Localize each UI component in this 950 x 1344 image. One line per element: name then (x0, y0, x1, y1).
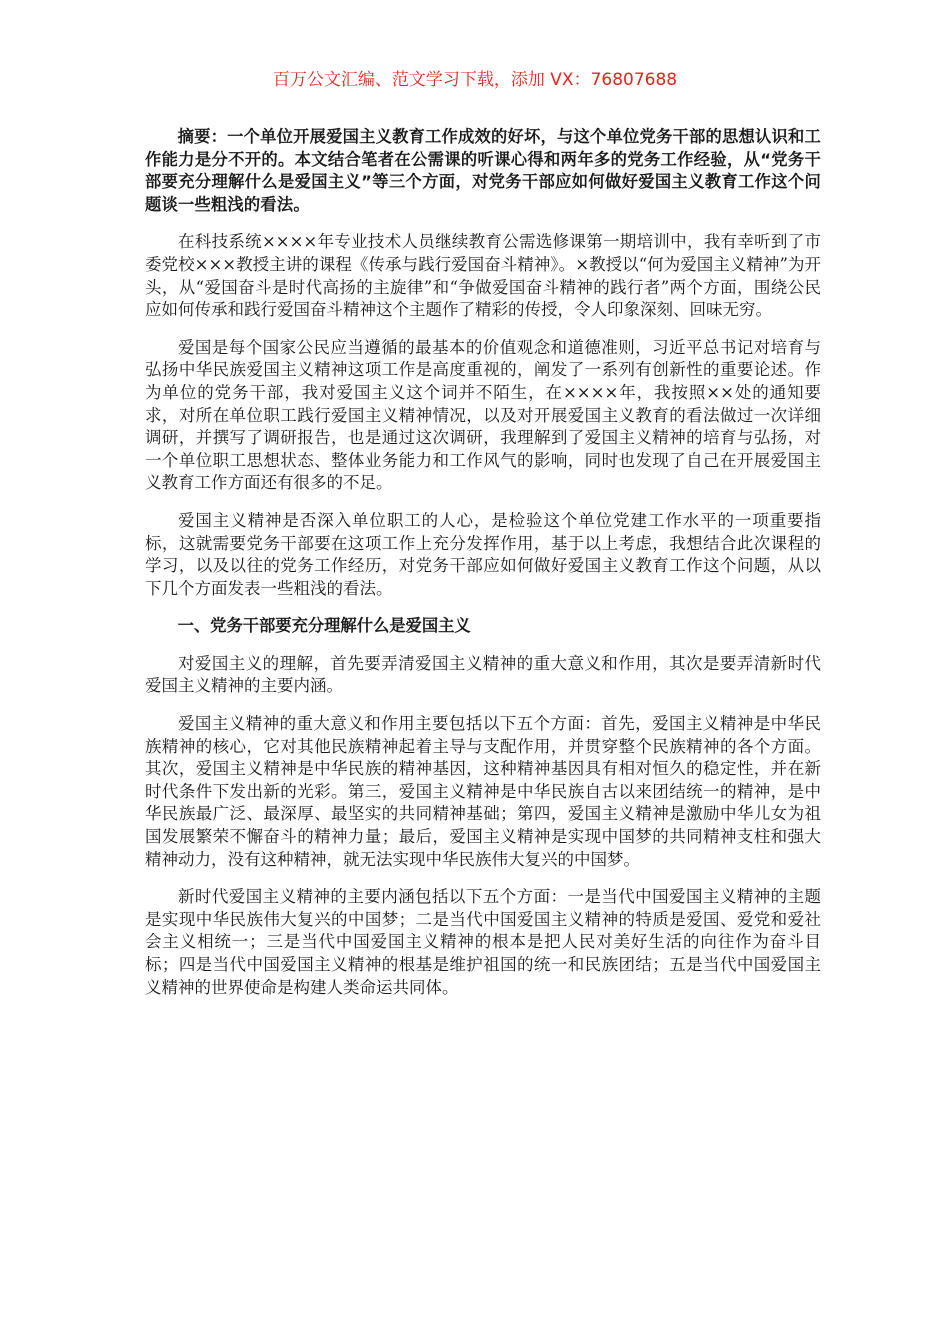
body-paragraph: 爱国主义精神是否深入单位职工的人心，是检验这个单位党建工作水平的一项重要指标，这就需要党务干部要在这项工作上充分发挥作用，基于以上考虑，我想结合此次课程的学习，以及以往的党务工作经历，对党务干部应如何做好爱国主义教育工作这个问题，从以下几个方面发表一些粗浅的看法。 (145, 510, 821, 598)
body-paragraph: 对爱国主义的理解，首先要弄清爱国主义精神的重大意义和作用，其次是要弄清新时代爱国主义精神的主要内涵。 (145, 653, 821, 696)
body-paragraph: 新时代爱国主义精神的主要内涵包括以下五个方面：一是当代中国爱国主义精神的主题是实现中华民族伟大复兴的中国梦；二是当代中国爱国主义精神的特质是爱国、爱党和爱社会主义相统一；三是当代中国爱国主义精神的根本是把人民对美好生活的向往作为奋斗目标；四是当代中国爱国主义精神的根基是维护祖国的统一和民族团结；五是当代中国爱国主义精神的世界使命是构建人类命运共同体。 (145, 887, 821, 997)
promo-banner: 百万公文汇编、范文学习下载，添加 VX：76807688 (272, 70, 678, 90)
document-body (145, 126, 821, 1014)
body-paragraph: 在科技系统××××年专业技术人员继续教育公需选修课第一期培训中，我有幸听到了市委党校×××教授主讲的课程《传承与践行爱国奋斗精神》。×教授以“何为爱国主义精神”为开头，从“爱国奋斗是时代高扬的主旋律”和“争做爱国奋斗精神的践行者”两个方面，围绕公民应如何传承和践行爱国奋斗精神这个主题作了精彩的传授，令人印象深刻、回味无穷。 (145, 232, 821, 320)
section-heading: 一、党务干部要充分理解什么是爱国主义 (177, 616, 471, 636)
body-paragraph: 爱国是每个国家公民应当遵循的最基本的价值观念和道德准则，习近平总书记对培育与弘扬中华民族爱国主义精神这项工作是高度重视的，阐发了一系列有创新性的重要论述。作为单位的党务干部，我对爱国主义这个词并不陌生，在××××年，我按照××处的通知要求，对所在单位职工践行爱国主义精神情况，以及对开展爱国主义教育的看法做过一次详细调研，并撰写了调研报告，也是通过这次调研，我理解到了爱国主义精神的培育与弘扬，对一个单位职工思想状态、整体业务能力和工作风气的影响，同时也发现了自己在开展爱国主义教育工作方面还有很多的不足。 (145, 337, 821, 493)
body-paragraph: 爱国主义精神的重大意义和作用主要包括以下五个方面：首先，爱国主义精神是中华民族精神的核心，它对其他民族精神起着主导与支配作用，并贯穿整个民族精神的各个方面。其次，爱国主义精神是中华民族的精神基因，这种精神基因具有相对恒久的稳定性，并在新时代条件下发出新的光彩。第三，爱国主义精神是中华民族自古以来团结统一的精神，是中华民族最广泛、最深厚、最坚实的共同精神基础；第四，爱国主义精神是激励中华儿女为祖国发展繁荣不懈奋斗的精神力量；最后，爱国主义精神是实现中国梦的共同精神支柱和强大精神动力，没有这种精神，就无法实现中华民族伟大复兴的中国梦。 (145, 714, 821, 869)
abstract-paragraph: 摘要：一个单位开展爱国主义教育工作成效的好坏，与这个单位党务干部的思想认识和工作能力是分不开的。本文结合笔者在公需课的听课心得和两年多的党务工作经验，从“党务干部要充分理解什么是爱国主义”等三个方面，对党务干部应如何做好爱国主义教育工作这个问题谈一些粗浅的看法。 (145, 127, 821, 214)
